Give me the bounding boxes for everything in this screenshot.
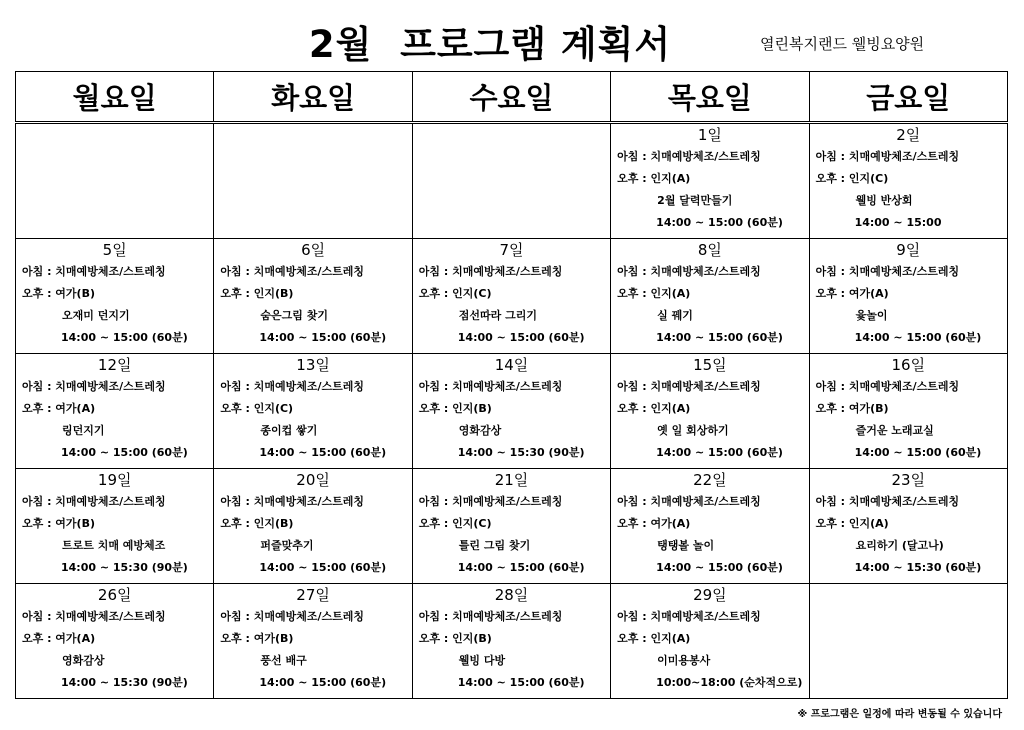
- calendar-day-cell: [611, 584, 809, 699]
- day-number: 12일: [97, 356, 132, 374]
- day-content: [16, 354, 213, 468]
- calendar-day-cell: [16, 584, 214, 699]
- activity-name: 옛 일 회상하기: [657, 424, 729, 437]
- calendar-week-row: [16, 584, 1008, 699]
- morning-program: 아침 : 치매예방체조/스트레칭: [617, 150, 761, 163]
- day-number: 16일: [891, 356, 926, 374]
- day-content: [214, 239, 411, 353]
- calendar-body: [16, 123, 1008, 699]
- day-content: [611, 239, 808, 353]
- calendar-empty-cell: [412, 123, 610, 239]
- calendar-day-cell: [16, 354, 214, 469]
- activity-name: 종이컵 쌓기: [260, 424, 318, 437]
- afternoon-program: 오후 : 인지(C): [815, 172, 889, 185]
- calendar-empty-cell: [809, 584, 1007, 699]
- morning-program: 아침 : 치매예방체조/스트레칭: [617, 495, 761, 508]
- morning-program: 아침 : 치매예방체조/스트레칭: [220, 495, 364, 508]
- day-number: 21일: [494, 471, 529, 489]
- morning-program: 아침 : 치매예방체조/스트레칭: [815, 265, 960, 278]
- afternoon-program: 오후 : 인지(B): [418, 632, 492, 645]
- activity-name: 이미용봉사: [657, 654, 711, 667]
- activity-time: 14:00 ~ 15:00 (60분): [259, 331, 387, 344]
- day-content: [16, 239, 213, 353]
- day-number: 8일: [697, 241, 722, 259]
- weekday-wednesday: 수요일: [412, 72, 610, 123]
- activity-time: 14:00 ~ 15:00 (60분): [457, 561, 585, 574]
- day-content: [413, 584, 610, 698]
- morning-program: 아침 : 치매예방체조/스트레칭: [418, 610, 563, 623]
- day-content: [214, 354, 411, 468]
- calendar-day-cell: [214, 469, 412, 584]
- day-number: 1일: [697, 126, 722, 144]
- weekday-thursday: 목요일: [611, 72, 809, 123]
- afternoon-program: 오후 : 인지(C): [220, 402, 294, 415]
- activity-name: 탱탱볼 놀이: [657, 539, 715, 552]
- calendar-day-cell: [412, 469, 610, 584]
- calendar-day-cell: [611, 469, 809, 584]
- afternoon-program: 오후 : 인지(A): [617, 632, 691, 645]
- morning-program: 아침 : 치매예방체조/스트레칭: [22, 380, 166, 393]
- activity-time: 14:00 ~ 15:00 (60분): [61, 331, 188, 344]
- calendar-day-cell: [214, 584, 412, 699]
- day-number: 6일: [301, 241, 326, 259]
- activity-name: 즐거운 노래교실: [855, 424, 934, 437]
- calendar-week-row: [16, 354, 1008, 469]
- day-content: [810, 584, 1007, 698]
- day-number: 2일: [896, 126, 921, 144]
- activity-name: 점선따라 그리기: [458, 309, 537, 322]
- calendar-empty-cell: [214, 123, 412, 239]
- activity-time: 14:00 ~ 15:00 (60분): [457, 676, 585, 689]
- afternoon-program: 오후 : 인지(A): [617, 172, 691, 185]
- activity-time: 14:00 ~ 15:30 (60분): [854, 561, 982, 574]
- weekday-friday: 금요일: [809, 72, 1007, 123]
- day-content: [16, 584, 213, 698]
- activity-name: 트로트 치매 예방체조: [62, 539, 166, 552]
- activity-time: 10:00~18:00 (순차적으로): [656, 676, 803, 689]
- day-number: 9일: [896, 241, 921, 259]
- afternoon-program: 오후 : 인지(B): [418, 402, 492, 415]
- morning-program: 아침 : 치매예방체조/스트레칭: [418, 380, 563, 393]
- morning-program: 아침 : 치매예방체조/스트레칭: [418, 495, 563, 508]
- afternoon-program: 오후 : 여가(A): [22, 632, 96, 645]
- activity-time: 14:00 ~ 15:00: [854, 216, 942, 229]
- day-number: 13일: [296, 356, 330, 374]
- day-content: [214, 469, 411, 583]
- day-number: 14일: [494, 356, 529, 374]
- calendar-day-cell: [412, 354, 610, 469]
- activity-name: 영화감상: [458, 424, 502, 437]
- afternoon-program: 오후 : 인지(A): [617, 402, 691, 415]
- morning-program: 아침 : 치매예방체조/스트레칭: [617, 610, 761, 623]
- activity-time: 14:00 ~ 15:00 (60분): [656, 216, 783, 229]
- activity-name: 퍼즐맞추기: [260, 539, 314, 552]
- morning-program: 아침 : 치매예방체조/스트레칭: [815, 150, 960, 163]
- calendar-day-cell: [809, 469, 1007, 584]
- calendar-day-cell: [214, 354, 412, 469]
- morning-program: 아침 : 치매예방체조/스트레칭: [220, 380, 364, 393]
- activity-time: 14:00 ~ 15:00 (60분): [656, 561, 783, 574]
- activity-name: 요리하기 (달고나): [855, 539, 944, 552]
- footnote: ※ 프로그램은 일정에 따라 변동될 수 있습니다: [797, 709, 1002, 720]
- calendar-day-cell: [809, 123, 1007, 239]
- activity-time: 14:00 ~ 15:00 (60분): [854, 446, 982, 459]
- program-calendar: [15, 71, 1008, 699]
- morning-program: 아침 : 치매예방체조/스트레칭: [617, 265, 761, 278]
- activity-name: 윷놀이: [855, 309, 888, 322]
- afternoon-program: 오후 : 여가(A): [22, 402, 96, 415]
- calendar-day-cell: [611, 123, 809, 239]
- morning-program: 아침 : 치매예방체조/스트레칭: [617, 380, 761, 393]
- day-content: [413, 124, 610, 238]
- afternoon-program: 오후 : 인지(C): [418, 517, 492, 530]
- weekday-monday: 월요일: [16, 72, 214, 123]
- calendar-week-row: [16, 123, 1008, 239]
- activity-name: 영화감상: [62, 654, 105, 667]
- afternoon-program: 오후 : 인지(B): [220, 517, 294, 530]
- activity-time: 14:00 ~ 15:00 (60분): [259, 446, 387, 459]
- calendar-day-cell: [412, 584, 610, 699]
- activity-time: 14:00 ~ 15:00 (60분): [61, 446, 188, 459]
- calendar-day-cell: [16, 469, 214, 584]
- day-content: [214, 124, 411, 238]
- calendar-day-cell: [611, 354, 809, 469]
- morning-program: 아침 : 치매예방체조/스트레칭: [220, 265, 364, 278]
- calendar-week-row: [16, 239, 1008, 354]
- activity-time: 14:00 ~ 15:00 (60분): [854, 331, 982, 344]
- morning-program: 아침 : 치매예방체조/스트레칭: [815, 380, 960, 393]
- day-content: [810, 469, 1007, 583]
- day-number: 20일: [296, 471, 330, 489]
- day-number: 7일: [499, 241, 524, 259]
- activity-name: 링던지기: [62, 424, 105, 437]
- day-content: [611, 124, 808, 238]
- day-content: [413, 354, 610, 468]
- morning-program: 아침 : 치매예방체조/스트레칭: [815, 495, 960, 508]
- day-content: [16, 124, 213, 238]
- activity-time: 14:00 ~ 15:00 (60분): [259, 561, 387, 574]
- morning-program: 아침 : 치매예방체조/스트레칭: [418, 265, 563, 278]
- day-number: 5일: [102, 241, 127, 259]
- activity-time: 14:00 ~ 15:30 (90분): [457, 446, 585, 459]
- afternoon-program: 오후 : 인지(A): [617, 287, 691, 300]
- day-content: [810, 354, 1007, 468]
- morning-program: 아침 : 치매예방체조/스트레칭: [22, 610, 166, 623]
- afternoon-program: 오후 : 인지(A): [815, 517, 889, 530]
- weekday-header-row: [16, 72, 1008, 123]
- morning-program: 아침 : 치매예방체조/스트레칭: [220, 610, 364, 623]
- day-number: 22일: [693, 471, 727, 489]
- calendar-day-cell: [809, 239, 1007, 354]
- page-title: 2월 프로그램 계획서: [308, 23, 672, 66]
- activity-name: 숨은그림 찾기: [260, 309, 328, 322]
- calendar-day-cell: [611, 239, 809, 354]
- morning-program: 아침 : 치매예방체조/스트레칭: [22, 495, 166, 508]
- day-number: 26일: [97, 586, 132, 604]
- activity-name: 틀린 그림 찾기: [458, 539, 531, 552]
- afternoon-program: 오후 : 여가(A): [617, 517, 691, 530]
- day-content: [611, 354, 808, 468]
- day-number: 15일: [693, 356, 727, 374]
- day-number: 28일: [494, 586, 529, 604]
- day-content: [413, 239, 610, 353]
- afternoon-program: 오후 : 여가(B): [22, 287, 96, 300]
- day-content: [810, 239, 1007, 353]
- day-content: [810, 124, 1007, 238]
- activity-time: 14:00 ~ 15:30 (90분): [61, 676, 188, 689]
- activity-name: 실 꿰기: [657, 309, 693, 322]
- activity-name: 2월 달력만들기: [657, 194, 733, 207]
- day-content: [413, 469, 610, 583]
- day-number: 19일: [97, 471, 132, 489]
- day-content: [611, 469, 808, 583]
- weekday-tuesday: 화요일: [214, 72, 412, 123]
- activity-name: 웰빙 다방: [458, 654, 506, 667]
- activity-name: 웰빙 반상회: [855, 194, 913, 207]
- afternoon-program: 오후 : 인지(B): [220, 287, 294, 300]
- organization-name: 열린복지랜드 웰빙요양원: [760, 35, 925, 53]
- activity-time: 14:00 ~ 15:00 (60분): [457, 331, 585, 344]
- day-number: 29일: [693, 586, 727, 604]
- activity-name: 풍선 배구: [260, 654, 307, 667]
- day-number: 27일: [296, 586, 330, 604]
- calendar-week-row: [16, 469, 1008, 584]
- calendar-day-cell: [214, 239, 412, 354]
- afternoon-program: 오후 : 여가(B): [22, 517, 96, 530]
- calendar-empty-cell: [16, 123, 214, 239]
- afternoon-program: 오후 : 여가(A): [815, 287, 889, 300]
- day-content: [214, 584, 411, 698]
- day-content: [611, 584, 808, 698]
- afternoon-program: 오후 : 여가(B): [815, 402, 889, 415]
- afternoon-program: 오후 : 여가(B): [220, 632, 294, 645]
- activity-time: 14:00 ~ 15:00 (60분): [656, 331, 783, 344]
- activity-time: 14:00 ~ 15:30 (90분): [61, 561, 188, 574]
- activity-name: 오재미 던지기: [62, 309, 130, 322]
- activity-time: 14:00 ~ 15:00 (60분): [259, 676, 387, 689]
- morning-program: 아침 : 치매예방체조/스트레칭: [22, 265, 166, 278]
- calendar-day-cell: [412, 239, 610, 354]
- day-number: 23일: [891, 471, 926, 489]
- calendar-day-cell: [809, 354, 1007, 469]
- activity-time: 14:00 ~ 15:00 (60분): [656, 446, 783, 459]
- afternoon-program: 오후 : 인지(C): [418, 287, 492, 300]
- calendar-day-cell: [16, 239, 214, 354]
- day-content: [16, 469, 213, 583]
